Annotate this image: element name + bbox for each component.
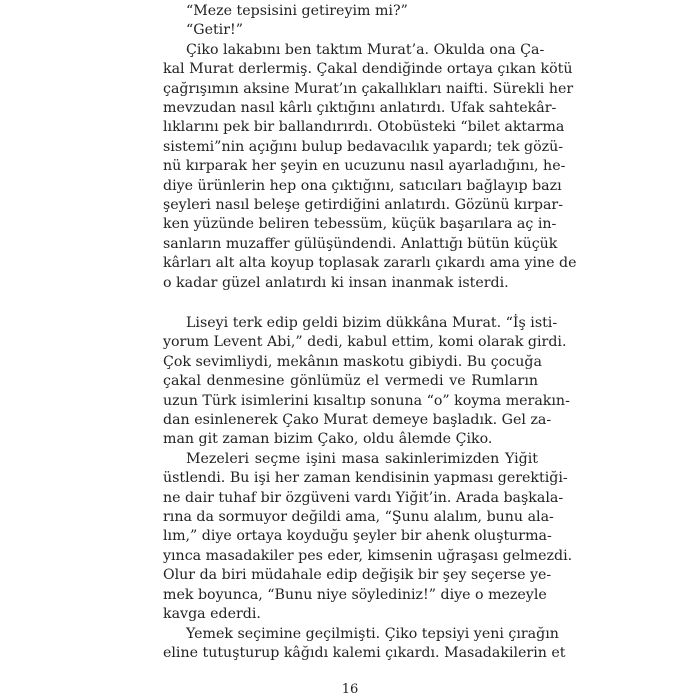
text-line: yorum Levent Abi,” dedi, kabul ettim, komi olarak girdi. (163, 334, 567, 351)
text-line: çakal denmesine gönlümüz el vermedi ve Rumların (163, 373, 538, 390)
text-line: kal Murat derlermiş. Çakal dendiğinde ortaya çıkan kötü (163, 61, 573, 78)
page-number: 16 (341, 682, 359, 697)
text-section-2 (163, 314, 573, 663)
text-section-1 (163, 2, 577, 293)
text-line: “Getir!” (186, 22, 243, 39)
text-line: Mezeleri seçme işini masa sakinlerimizden Yiğit (186, 450, 538, 467)
text-line: sistemi”nin açığını bulup bedavacılık yapardı; tek gözü- (163, 138, 564, 155)
text-line: lıklarını pek bir ballandırırdı. Otobüsteki “bilet aktarma (163, 119, 565, 136)
text-line: “Meze tepsisini getireyim mi?” (186, 3, 408, 19)
text-line: rına da sormuyor değildi ama, “Şunu alalım, bunu ala- (163, 509, 554, 526)
text-line: man git zaman bizim Çako, oldu âlemde Çiko. (163, 431, 493, 448)
text-line: Çiko lakabını ben taktım Murat’a. Okulda ona Ça- (186, 41, 545, 58)
text-line: şeyleri nasıl beleşe getirdiğini anlatırdı. Gözünü kırpar- (163, 197, 563, 214)
text-line: mek boyunca, “Bunu niye söylediniz!” diye o mezeyle (163, 586, 547, 603)
text-line: Çok sevimliydi, mekânın maskotu gibiydi. Bu çocuğa (163, 353, 542, 370)
text-line: ken yüzünde beliren tebessüm, küçük başarılara aç in- (163, 216, 557, 233)
text-line: Liseyi terk edip geldi bizim dükkâna Murat. “İş isti- (186, 315, 558, 331)
text-line: lım,” diye ortaya koyduğu şeyler bir ahenk oluşturma- (163, 528, 552, 545)
text-line: kârları alt alta koyup toplasak zararlı çıkardı ama yine de (163, 255, 577, 272)
text-line: dan esinlenerek Çako Murat demeye başladık. Gel za- (163, 412, 552, 429)
text-line: diye ürünlerin hep ona çıktığını, satıcıları bağlayıp bazı (163, 177, 562, 194)
text-line: ne dair tuhaf bir özgüveni vardı Yiğit’in. Arada başkala- (163, 489, 564, 506)
text-line: sanların muzaffer gülüşündendi. Anlattığı bütün küçük (163, 235, 558, 252)
text-line: nü kırparak her şeyin en ucuzunu nasıl ayarladığını, he- (163, 158, 566, 175)
text-line: o kadar güzel anlatırdı ki insan inanmak isterdi. (163, 274, 509, 291)
text-line: üstlendi. Bu işi her zaman kendisinin yapması gerektiği- (163, 470, 568, 487)
text-line: kavga ederdi. (163, 606, 261, 623)
text-line: Olur da biri müdahale edip değişik bir şey seçerse ye- (163, 567, 552, 584)
text-line: uzun Türk isimlerini kısaltıp sonuna “o” koyma merakın- (163, 392, 570, 409)
text-line: Yemek seçimine geçilmişti. Çiko tepsiyi yeni çırağın (186, 625, 559, 642)
text-line: çağrışımın aksine Murat’ın çakallıkları naifti. Sürekli her (163, 80, 574, 97)
text-line: yınca masadakiler pes eder, kimsenin uğraşası gelmezdi. (163, 547, 573, 564)
text-line: mevzudan nasıl kârlı çıktığını anlatırdı. Ufak sahtekâr- (163, 100, 557, 117)
text-line: eline tutuşturup kâğıdı kalemi çıkardı. Masadakilerin et (163, 644, 566, 661)
